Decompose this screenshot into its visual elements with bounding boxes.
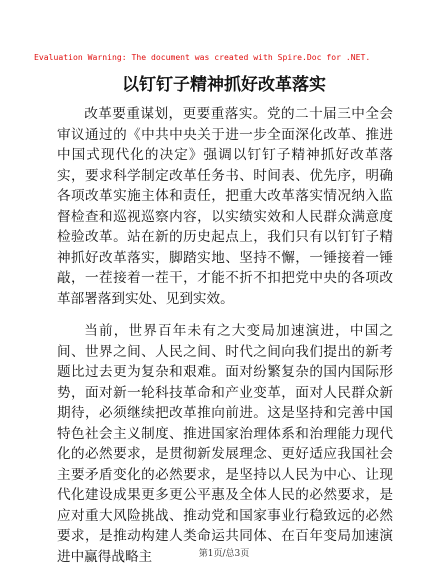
evaluation-warning: Evaluation Warning: The document was created with Spire.Doc for .NET. [34,52,371,62]
document-title: 以钉钉子精神抓好改革落实 [122,75,326,95]
document-body [57,104,393,579]
page-number-footer: 第1页/总3页 [198,549,250,559]
body-paragraph: 改革要重谋划，更要重落实。党的二十届三中全会审议通过的《中共中央关于进一步全面深化改革、推进中国式现代化的决定》强调以钉钉子精神抓好改革落实，要求科学制定改革任务书、时间表、优先序，明确各项改革实施主体和责任，把重大改革落实情况纳入监督检查和巡视巡察内容，以实绩实效和人民群众满意度检验改革。站在新的历史起点上，我们只有以钉钉子精神抓好改革落实，脚踏实地、坚持不懈，一锤接着一锤敲，一茬接着一茬干，才能不折不扣把党中央的各项改革部署落到实处、见到实效。 [57,106,393,307]
body-paragraph: 当前，世界百年未有之大变局加速演进，中国之间、世界之间、人民之间、时代之间向我们提出的新考题比过去更为复杂和艰难。面对纷繁复杂的国内国际形势，面对新一轮科技革命和产业变革，面对人民群众新期待，必须继续把改革推向前进。这是坚持和完善中国特色社会主义制度、推进国家治理体系和治理能力现代化的必然要求，是贯彻新发展理念、更好适应我国社会主要矛盾变化的必然要求，是坚持以人民为中心、让现代化建设成果更多更公平惠及全体人民的必然要求，是应对重大风险挑战、推动党和国家事业行稳致远的必然要求，是推动构建人类命运共同体、在百年变局加速演进中赢得战略主 [57,323,393,565]
